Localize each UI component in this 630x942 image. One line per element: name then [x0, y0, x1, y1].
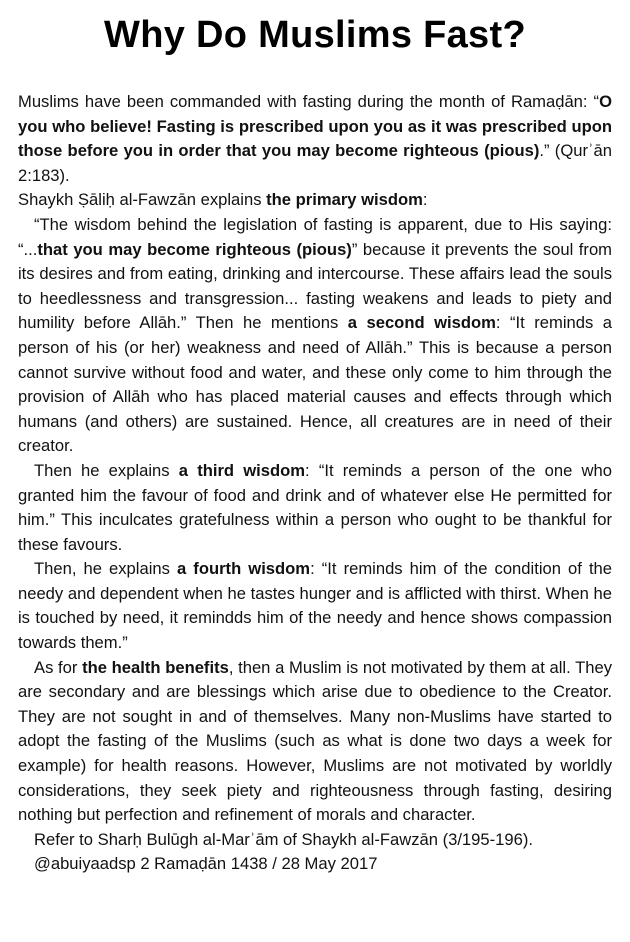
text: ” because it prevents the soul from its desires and from eating, drinking and intercourse. These affairs lead the souls to heedlessness and transgression... fasting weakens and leads to piety and humility before Allāh.” Then he mentions: [18, 239, 612, 333]
text: “The wisdom behind the legislation of fasting is apparent, due to His saying: “...: [18, 214, 612, 259]
paragraph-wisdom-explanation: [18, 213, 612, 459]
paragraph-third-wisdom: [18, 459, 612, 557]
text: : “It reminds a person of the one who granted him the favour of food and drink and of whatever else He permitted for him.” This inculcates gratefulness within a person who ought to be thankful for these favours.: [18, 460, 612, 554]
righteous-phrase: that you may become righteous (pious): [37, 239, 352, 259]
text: : “It reminds a person of his (or her) weakness and need of Allāh.” This is because a person cannot survive without food and water, and these only come to him through the provision of Allāh who has placed material causes and effects through which humans (and others) are sustained. Hence, all creatures are in need of their creator.: [18, 313, 612, 456]
fourth-wisdom-heading: a fourth wisdom: [177, 559, 311, 579]
text: Muslims have been commanded with fasting during the month of Ramaḍān: “: [18, 92, 600, 111]
quran-verse: O you who believe! Fasting is prescribed upon you as it was prescribed upon those before you in order that you may become righteous (pious): [18, 92, 612, 161]
author-date-signature: @abuiyaadsp 2 Ramaḍān 1438 / 28 May 2017: [34, 854, 378, 874]
text: Then, he explains: [34, 559, 177, 579]
reference-citation: Refer to Sharḥ Bulūgh al-Marʾām of Shaykh al-Fawzān (3/195-196).: [34, 829, 533, 849]
paragraph-quran-command: [18, 90, 612, 188]
health-benefits-heading: the health benefits: [82, 657, 229, 677]
third-wisdom-heading: a third wisdom: [178, 460, 306, 480]
text: , then a Muslim is not motivated by them at all. They are secondary and are blessings which arise due to obedience to the Creator. They are not sought in and of themselves. Many non-Muslims have started to adopt the fasting of the Muslims (such as what is done two days a week for example) for health reasons. However, Muslims are not motivated by worldly considerations, they seek piety and righteousness through fasting, desiring nothing but perfection and refinement of morals and character.: [18, 657, 612, 825]
second-wisdom-heading: a second wisdom: [347, 313, 496, 333]
text: As for: [34, 657, 83, 677]
article-body: [18, 90, 612, 877]
paragraph-primary-wisdom-intro: [18, 188, 612, 213]
paragraph-fourth-wisdom: [18, 557, 612, 655]
text: Shaykh Ṣāliḥ al-Fawzān explains: [18, 190, 267, 210]
page-title: Why Do Muslims Fast?: [104, 14, 526, 56]
text: :: [422, 190, 428, 210]
primary-wisdom-heading: the primary wisdom: [266, 190, 423, 210]
paragraph-health-benefits: [18, 656, 612, 828]
text: Then he explains: [34, 460, 179, 480]
text: : “It reminds him of the condition of the needy and dependent when he tastes hunger and is afflicted with thirst. When he is touched by need, it remindds him of the needy and hence shows compassion towards them.”: [18, 559, 613, 653]
text: .” (Qurʾān 2:183).: [18, 141, 612, 185]
